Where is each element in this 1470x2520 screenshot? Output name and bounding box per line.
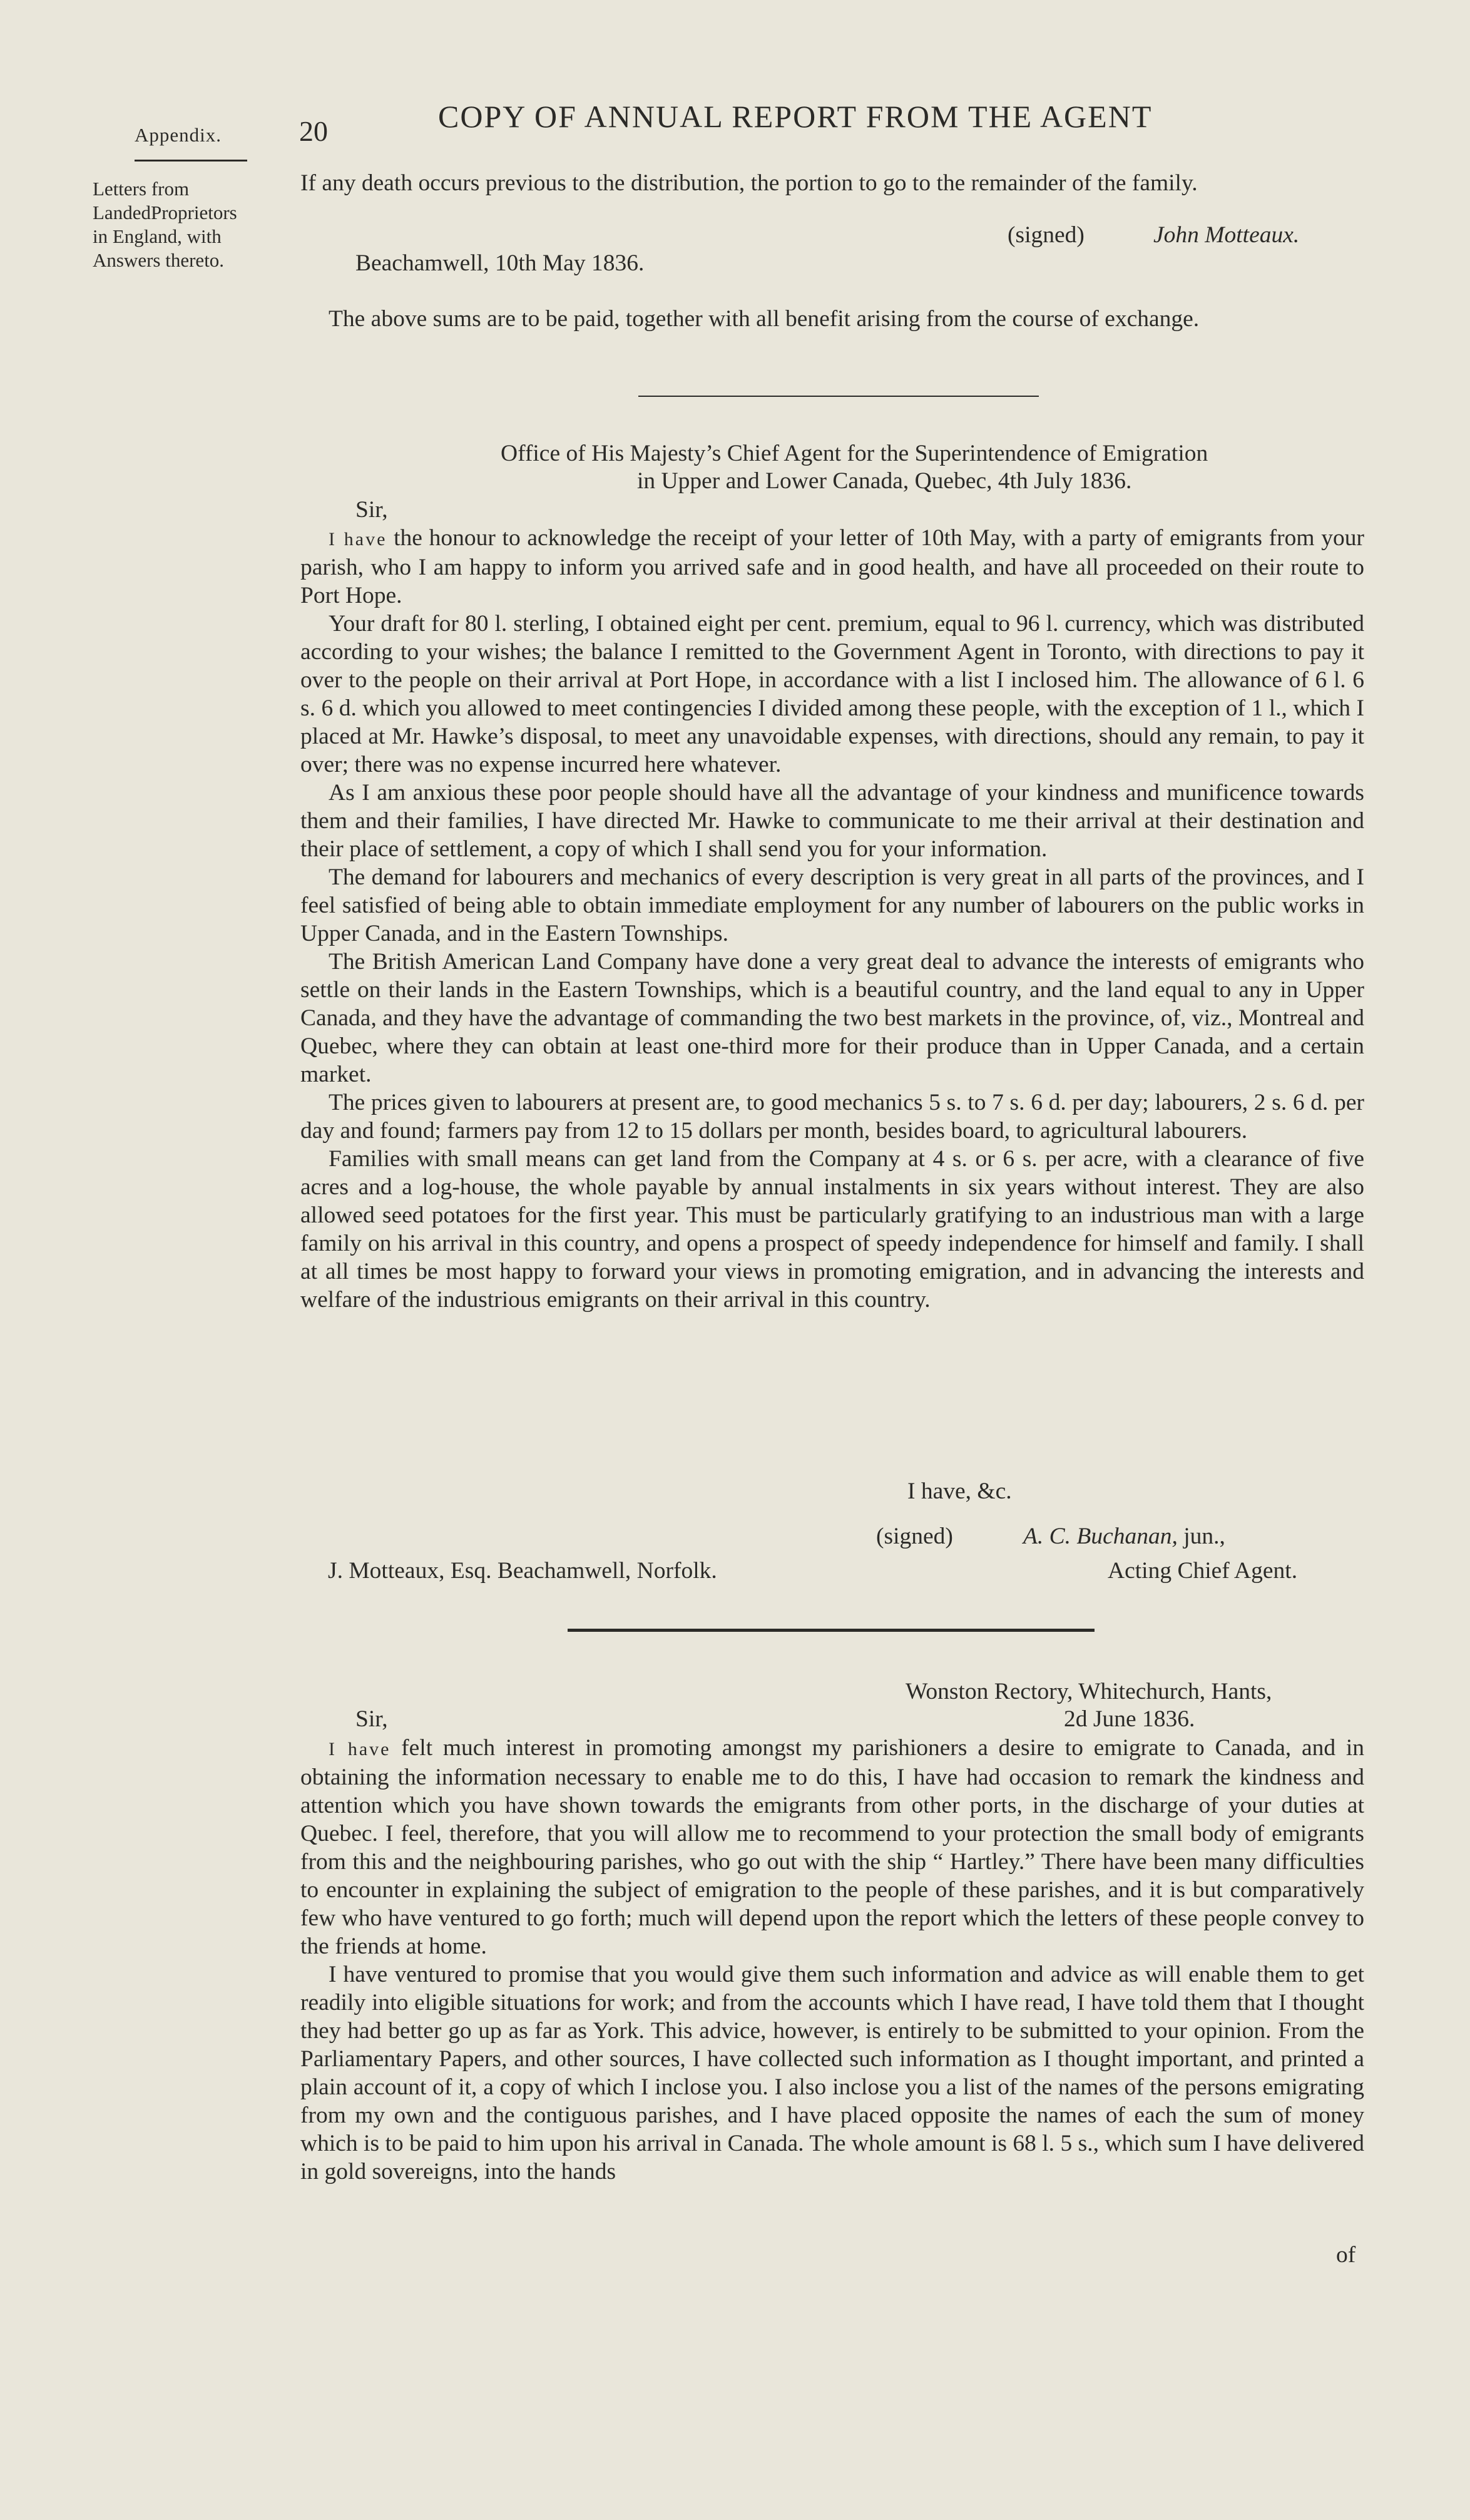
- letter2-office-line1: Office of His Majesty’s Chief Agent for the Superintendence of Emigration: [501, 441, 1208, 466]
- letter2-paragraph-1: [300, 524, 1364, 610]
- letter2-paragraph-3: As I am anxious these poor people should have all the advantage of your kindness and munificence towards them and their families, I have directed Mr. Hawke to communicate to me their arrival at their destination and their place of settlement, a copy of which I shall send you for your information.: [300, 780, 1364, 862]
- section1-note: The above sums are to be paid, together with all benefit arising from the course of exchange.: [329, 306, 1200, 332]
- sidenote-line: Answers thereto.: [93, 249, 225, 271]
- margin-sidenote: [93, 177, 293, 272]
- running-header-title: COPY OF ANNUAL REPORT FROM THE AGENT: [438, 99, 1153, 134]
- small-caps-lead: I have: [329, 529, 387, 550]
- sidenote-line: in England, with: [93, 225, 222, 247]
- letter2-office-line2: in Upper and Lower Canada, Quebec, 4th July 1836.: [637, 468, 1132, 494]
- letter3-body: [300, 1734, 1364, 2186]
- letter2-signed-label: (signed): [876, 1524, 953, 1549]
- letter3-salutation: Sir,: [355, 1706, 388, 1732]
- section1-dateline: Beachamwell, 10th May 1836.: [355, 250, 645, 276]
- section1-signature: John Motteaux.: [1153, 222, 1300, 248]
- letter3-date: 2d June 1836.: [1064, 1706, 1195, 1732]
- letter2-signer-title: Acting Chief Agent.: [1108, 1558, 1298, 1584]
- section1-paragraph-block: [300, 169, 1364, 197]
- letter2-paragraph-2: Your draft for 80 l. sterling, I obtained eight per cent. premium, equal to 96 l. currency, which was distributed according to your wishes; the balance I remitted to the Government Agent in Toronto, with directions to pay it over to the people on their arrival at Port Hope, in accordance with a list I inclosed him. The allowance of 6 l. 6 s. 6 d. which you allowed to meet contingencies I divided among these people, with the exception of 1 l., which I placed at Mr. Hawke’s disposal, to meet any unavoidable expenses, with directions, should any remain, to pay it over; there was no expense incurred here whatever.: [300, 611, 1364, 777]
- letter2-addressee: J. Motteaux, Esq. Beachamwell, Norfolk.: [328, 1558, 717, 1584]
- page-number: 20: [299, 115, 328, 147]
- running-header-appendix: Appendix.: [135, 124, 222, 146]
- letter2-paragraph-5: The British American Land Company have done a very great deal to advance the interests of emigrants who settle on their lands in the Eastern Townships, which is a beautiful country, and the land equal to any in Upper Canada, and they have the advantage of commanding the two best markets in the province, of, viz., Montreal and Quebec, where they can obtain at least one-third more for their produce than in Upper Canada, and a certain market.: [300, 949, 1364, 1087]
- letter3-paragraph-2: I have ventured to promise that you would give them such information and advice as will enable them to get readily into eligible situations for work; and from the accounts which I have read, I have told them that I thought they had better go up as far as York. This advice, however, is entirely to be submitted to your opinion. From the Parliamentary Papers, and other sources, I have collected such information as I thought important, and printed a plain account of it, a copy of which I inclose you. I also inclose you a list of the names of the persons emigrating from my own and the contiguous parishes, and I have placed opposite the names of each the sum of money which is to be paid to him upon his arrival in Canada. The whole amount is 68 l. 5 s., which sum I have delivered in gold sovereigns, into the hands: [300, 1962, 1364, 2185]
- small-caps-lead: I have: [329, 1739, 391, 1759]
- paragraph-text: felt much interest in promoting amongst my parishioners a desire to emigrate to Canada, and in obtaining the information necessary to enable me to do this, I have had occasion to remark the kindness and attention which you have shown towards the emigrants from other ports, in the discharge of your duties at Quebec. I feel, therefore, that you will allow me to recommend to your protection the small body of emigrants from this and the neighbouring parishes, who go out with the ship “ Hartley.” There have been many difficulties to encounter in explaining the subject of emigration to the people of these parishes, and it is but comparatively few who have ventured to go forth; much will depend upon the report which the letters of these people convey to the friends at home.: [300, 1735, 1365, 1959]
- appendix-rule: [135, 160, 247, 161]
- section1-signed-label: (signed): [1008, 222, 1085, 248]
- letter2-paragraph-6: The prices given to labourers at present are, to good mechanics 5 s. to 7 s. 6 d. per day; labourers, 2 s. 6 d. per day and found; farmers pay from 12 to 15 dollars per month, besides board, to agricultural labourers.: [300, 1090, 1364, 1144]
- signature-suffix: jun.,: [1177, 1524, 1225, 1549]
- letter2-paragraph-4: The demand for labourers and mechanics of every description is very great in all parts of the provinces, and I feel satisfied of being able to obtain immediate employment for any number of labourers on the public works in Upper Canada, and in the Eastern Townships.: [300, 864, 1364, 946]
- letter2-salutation: Sir,: [355, 497, 388, 523]
- paragraph-text: the honour to acknowledge the receipt of your letter of 10th May, with a party of emigrants from your parish, who I am happy to inform you arrived safe and in good health, and have all proceeded on their route to Port Hope.: [300, 525, 1364, 608]
- letter3-place: Wonston Rectory, Whitechurch, Hants,: [906, 1679, 1272, 1704]
- catchword: of: [1336, 2242, 1356, 2268]
- letter-divider-thick: [568, 1629, 1095, 1632]
- signature-name: A. C. Buchanan,: [1023, 1524, 1178, 1549]
- sidenote-line: Letters from: [93, 178, 190, 200]
- section1-note-block: [300, 305, 1364, 333]
- letter2-paragraph-7: Families with small means can get land from the Company at 4 s. or 6 s. per acre, with a clearance of five acres and a log-house, the whole payable by annual instalments in six years without interest. They are also allowed seed potatoes for the first year. This must be particularly gratifying to an industrious man with a large family on his arrival in this country, and opens a prospect of speedy independence for himself and family. I shall at all times be most happy to forward your views in promoting emigration, and in advancing the interests and welfare of the industrious emigrants on their arrival in this country.: [300, 1146, 1364, 1313]
- sidenote-line: LandedProprietors: [93, 202, 237, 223]
- letter2-signature: [1023, 1522, 1225, 1550]
- letter2-closing: I have, &c.: [907, 1478, 1012, 1504]
- section-divider-thin: [638, 396, 1039, 397]
- section1-paragraph: If any death occurs previous to the distribution, the portion to go to the remainder of the family.: [300, 170, 1198, 196]
- letter3-paragraph-1: [300, 1734, 1364, 1960]
- letter2-body: [300, 524, 1364, 1314]
